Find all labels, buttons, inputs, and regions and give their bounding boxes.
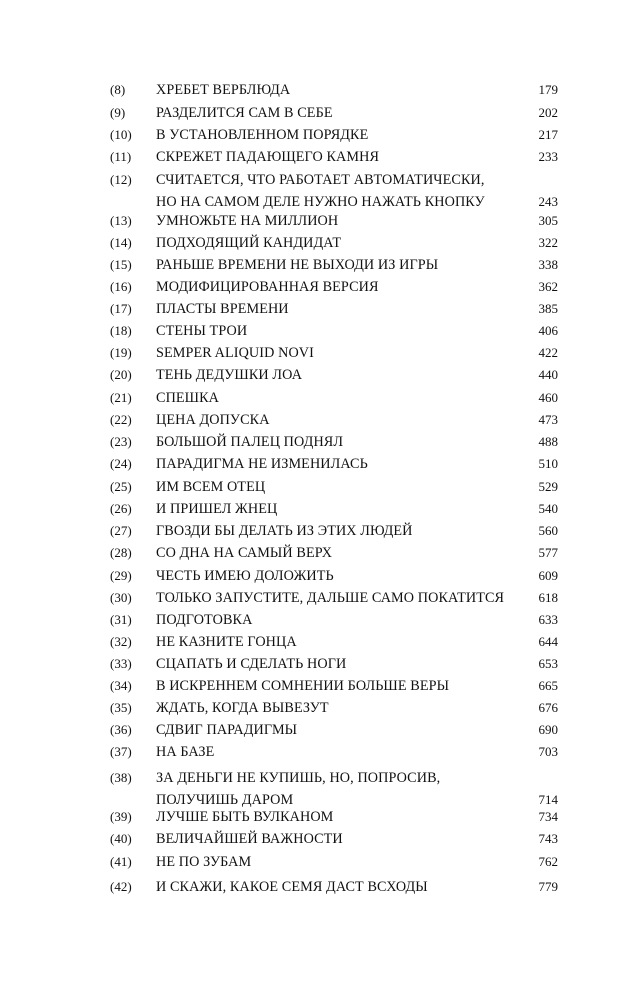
chapter-title-line: НЕ ПО ЗУБАМ xyxy=(156,854,252,870)
toc-entry xyxy=(0,719,631,741)
chapter-title-line: В ИСКРЕННЕМ СОМНЕНИИ БОЛЬШЕ ВЕРЫ xyxy=(156,678,450,694)
chapter-title-line: В УСТАНОВЛЕННОМ ПОРЯДКЕ xyxy=(156,127,369,143)
toc-entry xyxy=(0,587,631,609)
chapter-title xyxy=(156,851,536,873)
page-number: 690 xyxy=(538,722,558,737)
chapter-title-line: ПОДГОТОВКА xyxy=(156,612,253,628)
page-number: 529 xyxy=(538,479,558,494)
toc-entry xyxy=(0,476,631,498)
chapter-title xyxy=(156,675,536,697)
chapter-title-line: СПЕШКА xyxy=(156,390,219,406)
page-number: 577 xyxy=(538,545,558,560)
page-number: 422 xyxy=(538,345,558,360)
chapter-title xyxy=(156,719,536,741)
chapter-number: (42) xyxy=(110,879,132,894)
chapter-number: (21) xyxy=(110,390,132,405)
toc-entry xyxy=(0,565,631,587)
chapter-title-line: ПЛАСТЫ ВРЕМЕНИ xyxy=(156,301,289,317)
page-number: 633 xyxy=(538,612,558,627)
chapter-title-line: ИМ ВСЕМ ОТЕЦ xyxy=(156,479,266,495)
chapter-number: (10) xyxy=(110,127,132,142)
chapter-title xyxy=(156,828,536,850)
chapter-title-line: НА БАЗЕ xyxy=(156,744,215,760)
page-number: 440 xyxy=(538,367,558,382)
page-number: 743 xyxy=(538,831,558,846)
chapter-title xyxy=(156,767,536,811)
chapter-title-line: НО НА САМОМ ДЕЛЕ НУЖНО НАЖАТЬ КНОПКУ xyxy=(156,194,485,210)
chapter-title-line: И ПРИШЕЛ ЖНЕЦ xyxy=(156,501,278,517)
chapter-number: (11) xyxy=(110,149,132,164)
toc-entry xyxy=(0,675,631,697)
toc-entry xyxy=(0,876,631,898)
chapter-title-line: ЛУЧШЕ БЫТЬ ВУЛКАНОМ xyxy=(156,809,334,825)
page-number: 473 xyxy=(538,412,558,427)
chapter-title-line: СДВИГ ПАРАДИГМЫ xyxy=(156,722,298,738)
toc-entry xyxy=(0,342,631,364)
chapter-number: (37) xyxy=(110,744,132,759)
chapter-number: (35) xyxy=(110,700,132,715)
chapter-number: (19) xyxy=(110,345,132,360)
chapter-title-line: СТЕНЫ ТРОИ xyxy=(156,323,248,339)
page-number: 779 xyxy=(538,879,558,894)
chapter-number: (32) xyxy=(110,634,132,649)
page-number: 644 xyxy=(538,634,558,649)
page-number: 618 xyxy=(538,590,558,605)
toc-entry xyxy=(0,276,631,298)
page-number: 362 xyxy=(538,279,558,294)
chapter-number: (38) xyxy=(110,770,132,785)
page-number: 243 xyxy=(538,194,558,209)
chapter-title xyxy=(156,609,536,631)
page-number: 714 xyxy=(538,792,558,807)
chapter-number: (18) xyxy=(110,323,132,338)
toc-entry xyxy=(0,498,631,520)
chapter-title-line: И СКАЖИ, КАКОЕ СЕМЯ ДАСТ ВСХОДЫ xyxy=(156,879,428,895)
chapter-title xyxy=(156,498,536,520)
chapter-title-line: ПОЛУЧИШЬ ДАРОМ xyxy=(156,792,294,808)
toc-entry xyxy=(0,828,631,850)
chapter-title-line: ЗА ДЕНЬГИ НЕ КУПИШЬ, НО, ПОПРОСИВ, xyxy=(156,770,441,786)
page-number: 338 xyxy=(538,257,558,272)
chapter-number: (30) xyxy=(110,590,132,605)
chapter-number: (31) xyxy=(110,612,132,627)
toc-entry xyxy=(0,542,631,564)
chapter-number: (29) xyxy=(110,568,132,583)
chapter-title-line: ХРЕБЕТ ВЕРБЛЮДА xyxy=(156,82,291,98)
chapter-title xyxy=(156,79,536,101)
toc-entry xyxy=(0,697,631,719)
chapter-title-line: СО ДНА НА САМЫЙ ВЕРХ xyxy=(156,545,333,561)
chapter-title xyxy=(156,542,536,564)
page-number: 703 xyxy=(538,744,558,759)
chapter-number: (12) xyxy=(110,172,132,187)
chapter-title xyxy=(156,387,536,409)
chapter-number: (20) xyxy=(110,367,132,382)
toc-entry xyxy=(0,102,631,124)
chapter-title xyxy=(156,210,536,232)
chapter-number: (17) xyxy=(110,301,132,316)
page-number: 762 xyxy=(538,854,558,869)
page-number: 540 xyxy=(538,501,558,516)
chapter-title-line: СКРЕЖЕТ ПАДАЮЩЕГО КАМНЯ xyxy=(156,149,380,165)
toc-entry xyxy=(0,631,631,653)
chapter-title xyxy=(156,587,536,609)
chapter-number: (15) xyxy=(110,257,132,272)
chapter-title xyxy=(156,276,536,298)
chapter-title-line: ПАРАДИГМА НЕ ИЗМЕНИЛАСЬ xyxy=(156,456,368,472)
page-number: 488 xyxy=(538,434,558,449)
chapter-title xyxy=(156,476,536,498)
chapter-title xyxy=(156,102,536,124)
page-number: 665 xyxy=(538,678,558,693)
toc-entry xyxy=(0,79,631,101)
page-number: 460 xyxy=(538,390,558,405)
chapter-title-line: РАЗДЕЛИТСЯ САМ В СЕБЕ xyxy=(156,105,333,121)
chapter-number: (23) xyxy=(110,434,132,449)
chapter-title xyxy=(156,169,536,213)
page-number: 676 xyxy=(538,700,558,715)
chapter-title xyxy=(156,342,536,364)
toc-entry xyxy=(0,387,631,409)
page-number: 233 xyxy=(538,149,558,164)
page-number: 217 xyxy=(538,127,558,142)
page-number: 653 xyxy=(538,656,558,671)
chapter-number: (14) xyxy=(110,235,132,250)
chapter-title xyxy=(156,232,536,254)
chapter-title-line: НЕ КАЗНИТЕ ГОНЦА xyxy=(156,634,297,650)
chapter-title xyxy=(156,653,536,675)
chapter-title-line: РАНЬШЕ ВРЕМЕНИ НЕ ВЫХОДИ ИЗ ИГРЫ xyxy=(156,257,439,273)
chapter-number: (26) xyxy=(110,501,132,516)
chapter-number: (41) xyxy=(110,854,132,869)
chapter-title xyxy=(156,254,536,276)
toc-entry xyxy=(0,767,631,811)
chapter-title-line: УМНОЖЬТЕ НА МИЛЛИОН xyxy=(156,213,339,229)
chapter-title-line: ТЕНЬ ДЕДУШКИ ЛОА xyxy=(156,367,303,383)
toc-entry xyxy=(0,520,631,542)
page-number: 609 xyxy=(538,568,558,583)
page-number: 202 xyxy=(538,105,558,120)
toc-entry xyxy=(0,851,631,873)
chapter-title xyxy=(156,364,536,386)
toc-entry xyxy=(0,254,631,276)
chapter-number: (39) xyxy=(110,809,132,824)
chapter-number: (27) xyxy=(110,523,132,538)
chapter-number: (8) xyxy=(110,82,126,97)
page-number: 560 xyxy=(538,523,558,538)
page-number: 406 xyxy=(538,323,558,338)
chapter-title xyxy=(156,806,536,828)
chapter-title xyxy=(156,565,536,587)
chapter-title-line: ГВОЗДИ БЫ ДЕЛАТЬ ИЗ ЭТИХ ЛЮДЕЙ xyxy=(156,523,413,539)
chapter-title-line: SEMPER ALIQUID NOVI xyxy=(156,345,314,361)
toc-entry xyxy=(0,653,631,675)
page-number: 734 xyxy=(538,809,558,824)
toc-entry xyxy=(0,124,631,146)
chapter-title xyxy=(156,876,536,898)
chapter-number: (9) xyxy=(110,105,126,120)
page-number: 322 xyxy=(538,235,558,250)
toc-entry xyxy=(0,169,631,213)
toc-entry xyxy=(0,232,631,254)
chapter-title xyxy=(156,453,536,475)
chapter-title xyxy=(156,431,536,453)
chapter-title-line: ТОЛЬКО ЗАПУСТИТЕ, ДАЛЬШЕ САМО ПОКАТИТСЯ xyxy=(156,590,505,606)
chapter-number: (13) xyxy=(110,213,132,228)
toc-entry xyxy=(0,409,631,431)
chapter-title xyxy=(156,320,536,342)
page-number: 305 xyxy=(538,213,558,228)
chapter-number: (25) xyxy=(110,479,132,494)
toc-entry xyxy=(0,453,631,475)
toc-entry xyxy=(0,431,631,453)
chapter-title-line: ЦЕНА ДОПУСКА xyxy=(156,412,270,428)
chapter-title-line: ПОДХОДЯЩИЙ КАНДИДАТ xyxy=(156,235,342,251)
toc-entry xyxy=(0,806,631,828)
chapter-number: (34) xyxy=(110,678,132,693)
chapter-title-line: СЦАПАТЬ И СДЕЛАТЬ НОГИ xyxy=(156,656,347,672)
chapter-number: (16) xyxy=(110,279,132,294)
toc-entry xyxy=(0,609,631,631)
chapter-title xyxy=(156,697,536,719)
chapter-title xyxy=(156,741,536,763)
toc-entry xyxy=(0,210,631,232)
chapter-number: (22) xyxy=(110,412,132,427)
chapter-number: (36) xyxy=(110,722,132,737)
chapter-title-line: ЧЕСТЬ ИМЕЮ ДОЛОЖИТЬ xyxy=(156,568,334,584)
toc-entry xyxy=(0,146,631,168)
chapter-number: (40) xyxy=(110,831,132,846)
chapter-title-line: ЖДАТЬ, КОГДА ВЫВЕЗУТ xyxy=(156,700,329,716)
chapter-title xyxy=(156,520,536,542)
page-number: 179 xyxy=(538,82,558,97)
chapter-title xyxy=(156,409,536,431)
chapter-title-line: МОДИФИЦИРОВАННАЯ ВЕРСИЯ xyxy=(156,279,379,295)
chapter-title-line: СЧИТАЕТСЯ, ЧТО РАБОТАЕТ АВТОМАТИЧЕСКИ, xyxy=(156,172,485,188)
chapter-number: (24) xyxy=(110,456,132,471)
toc-entry xyxy=(0,364,631,386)
chapter-number: (33) xyxy=(110,656,132,671)
page-number: 385 xyxy=(538,301,558,316)
toc-entry xyxy=(0,741,631,763)
page-number: 510 xyxy=(538,456,558,471)
chapter-title xyxy=(156,146,536,168)
chapter-title xyxy=(156,124,536,146)
toc-entry xyxy=(0,320,631,342)
chapter-title-line: ВЕЛИЧАЙШЕЙ ВАЖНОСТИ xyxy=(156,831,343,847)
chapter-title xyxy=(156,298,536,320)
chapter-title-line: БОЛЬШОЙ ПАЛЕЦ ПОДНЯЛ xyxy=(156,434,344,450)
toc-entry xyxy=(0,298,631,320)
chapter-title xyxy=(156,631,536,653)
chapter-number: (28) xyxy=(110,545,132,560)
